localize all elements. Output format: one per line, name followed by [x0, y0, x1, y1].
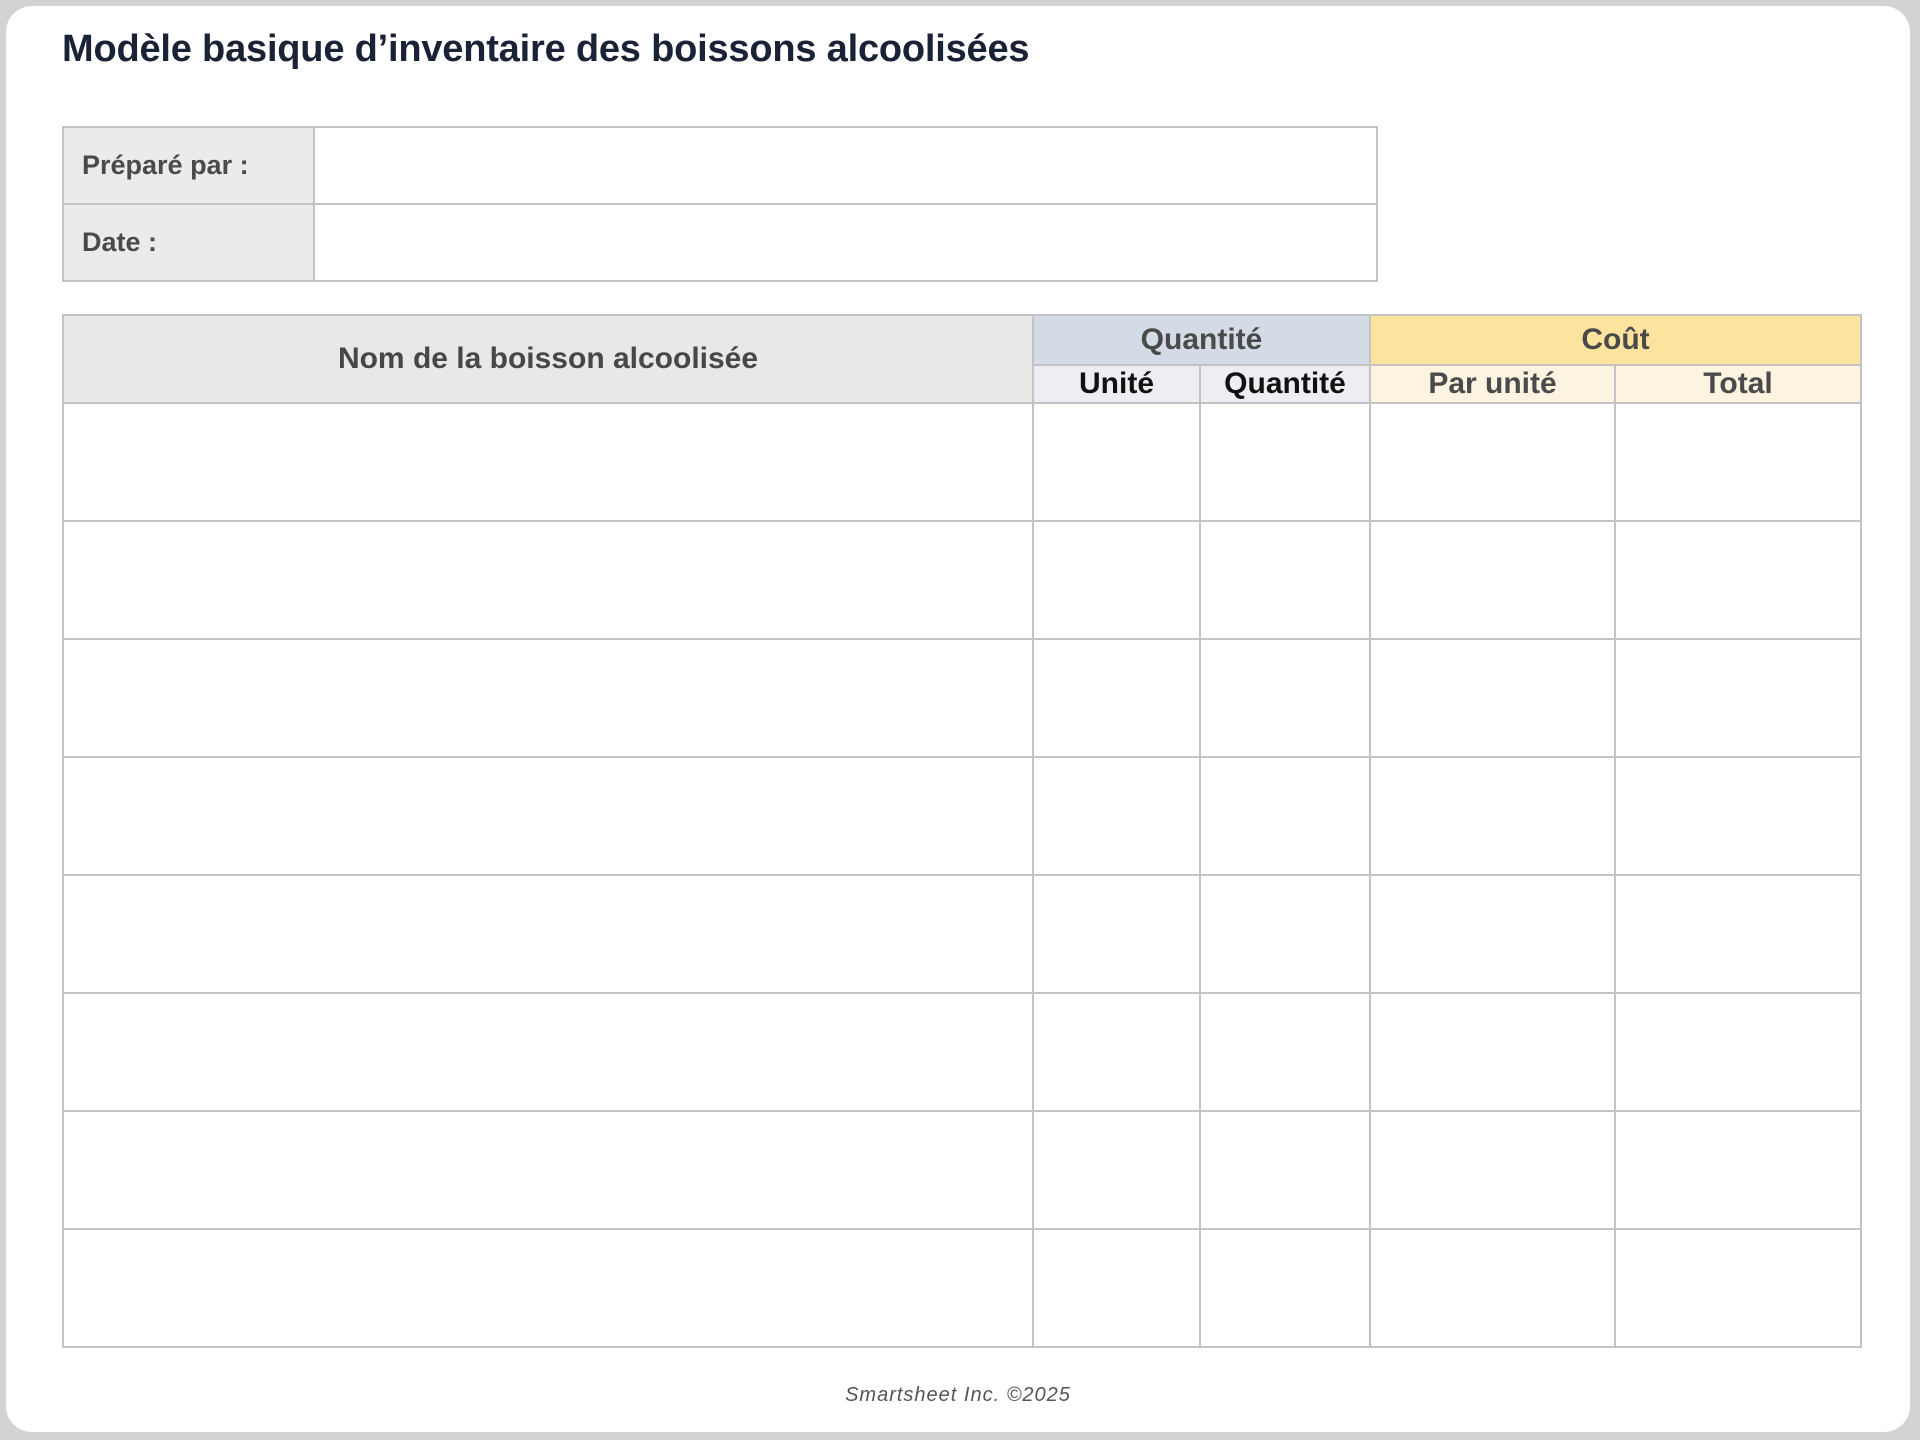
column-header-total: Total	[1615, 365, 1861, 403]
unit-cell[interactable]	[1033, 993, 1200, 1111]
quantity-cell[interactable]	[1200, 993, 1370, 1111]
quantity-cell[interactable]	[1200, 1111, 1370, 1229]
inventory-body	[63, 403, 1861, 1347]
column-header-per-unit: Par unité	[1370, 365, 1615, 403]
table-row	[63, 639, 1861, 757]
unit-cell[interactable]	[1033, 1229, 1200, 1347]
table-row	[63, 757, 1861, 875]
prepared-by-table	[62, 126, 1378, 282]
drink-name-cell[interactable]	[63, 403, 1033, 521]
drink-name-cell[interactable]	[63, 639, 1033, 757]
unit-cell[interactable]	[1033, 521, 1200, 639]
prepared-by-field[interactable]	[314, 127, 1377, 204]
total-cost-cell[interactable]	[1615, 1111, 1861, 1229]
column-header-name: Nom de la boisson alcoolisée	[63, 315, 1033, 403]
drink-name-cell[interactable]	[63, 1229, 1033, 1347]
unit-cell[interactable]	[1033, 403, 1200, 521]
drink-name-cell[interactable]	[63, 875, 1033, 993]
inventory-table	[62, 314, 1862, 1348]
quantity-cell[interactable]	[1200, 1229, 1370, 1347]
per-unit-cost-cell[interactable]	[1370, 1111, 1615, 1229]
drink-name-cell[interactable]	[63, 1111, 1033, 1229]
total-cost-cell[interactable]	[1615, 639, 1861, 757]
document-page	[6, 6, 1910, 1432]
total-cost-cell[interactable]	[1615, 1229, 1861, 1347]
total-cost-cell[interactable]	[1615, 403, 1861, 521]
column-group-quantity: Quantité	[1033, 315, 1370, 365]
drink-name-cell[interactable]	[63, 993, 1033, 1111]
column-header-unit: Unité	[1033, 365, 1200, 403]
per-unit-cost-cell[interactable]	[1370, 1229, 1615, 1347]
total-cost-cell[interactable]	[1615, 875, 1861, 993]
per-unit-cost-cell[interactable]	[1370, 993, 1615, 1111]
table-row	[63, 993, 1861, 1111]
table-row	[63, 1111, 1861, 1229]
unit-cell[interactable]	[1033, 639, 1200, 757]
quantity-cell[interactable]	[1200, 521, 1370, 639]
total-cost-cell[interactable]	[1615, 521, 1861, 639]
date-label: Date :	[63, 204, 314, 281]
date-field[interactable]	[314, 204, 1377, 281]
date-row	[63, 204, 1377, 281]
header-row-group	[63, 315, 1861, 365]
quantity-cell[interactable]	[1200, 403, 1370, 521]
table-row	[63, 403, 1861, 521]
table-row	[63, 1229, 1861, 1347]
per-unit-cost-cell[interactable]	[1370, 757, 1615, 875]
per-unit-cost-cell[interactable]	[1370, 639, 1615, 757]
unit-cell[interactable]	[1033, 875, 1200, 993]
table-row	[63, 521, 1861, 639]
total-cost-cell[interactable]	[1615, 993, 1861, 1111]
table-row	[63, 875, 1861, 993]
drink-name-cell[interactable]	[63, 757, 1033, 875]
quantity-cell[interactable]	[1200, 757, 1370, 875]
total-cost-cell[interactable]	[1615, 757, 1861, 875]
drink-name-cell[interactable]	[63, 521, 1033, 639]
quantity-cell[interactable]	[1200, 875, 1370, 993]
per-unit-cost-cell[interactable]	[1370, 521, 1615, 639]
quantity-cell[interactable]	[1200, 639, 1370, 757]
prepared-by-label: Préparé par :	[63, 127, 314, 204]
unit-cell[interactable]	[1033, 1111, 1200, 1229]
copyright-footer: Smartsheet Inc. ©2025	[845, 1384, 1071, 1406]
prepared-by-row	[63, 127, 1377, 204]
unit-cell[interactable]	[1033, 757, 1200, 875]
column-header-quantity: Quantité	[1200, 365, 1370, 403]
document-title: Modèle basique d’inventaire des boissons alcoolisées	[62, 28, 1030, 70]
column-group-cost: Coût	[1370, 315, 1861, 365]
per-unit-cost-cell[interactable]	[1370, 403, 1615, 521]
per-unit-cost-cell[interactable]	[1370, 875, 1615, 993]
